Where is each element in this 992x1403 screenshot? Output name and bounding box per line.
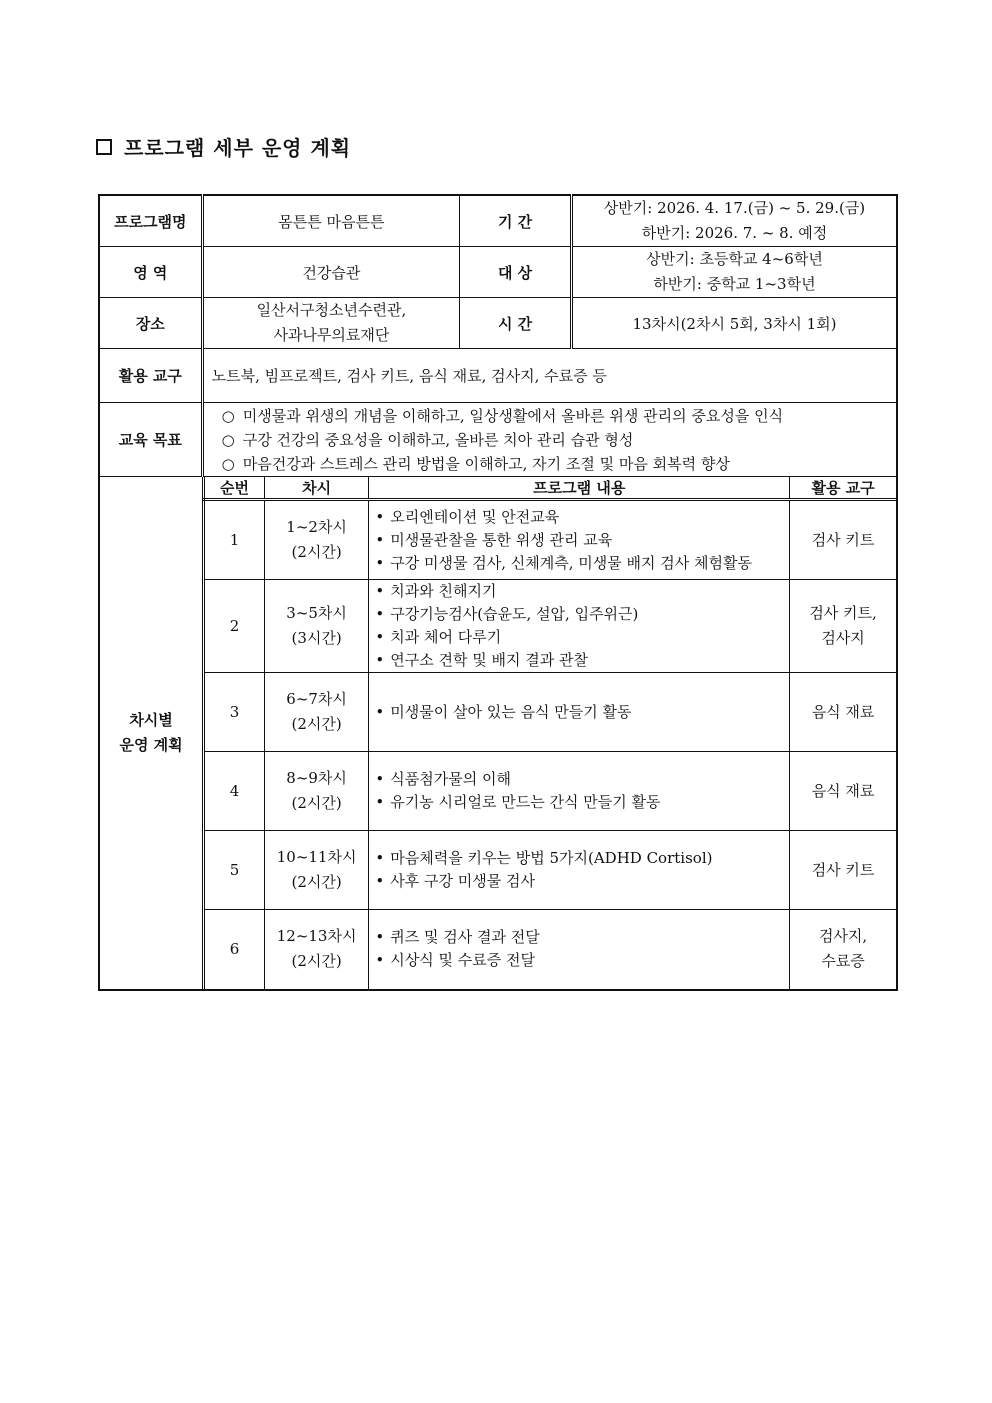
- row-goals: [99, 403, 897, 477]
- target-first-half: 상반기: 초등학교 4~6학년: [646, 250, 823, 268]
- content-item: • 식품첨가물의 이해: [375, 768, 789, 791]
- schedule-row: [204, 673, 896, 752]
- target-value: [571, 247, 897, 298]
- content-item: • 구강기능검사(습윤도, 설압, 입주위근): [375, 603, 789, 626]
- row-session: [264, 673, 369, 752]
- content-item: • 구강 미생물 검사, 신체계측, 미생물 배지 검사 체험활동: [375, 552, 789, 575]
- content-item: • 연구소 견학 및 배지 결과 관찰: [375, 649, 789, 672]
- schedule-row: [204, 831, 896, 910]
- tool-text: 검사 키트,: [809, 604, 877, 622]
- hours-text: (3시간): [291, 629, 342, 647]
- goal-item: ○ 마음건강과 스트레스 관리 방법을 이해하고, 자기 조절 및 마음 회복력 향상: [204, 452, 896, 476]
- row-content: [369, 580, 790, 673]
- tool-text: 검사지,: [818, 927, 868, 946]
- program-plan-table: [98, 194, 898, 991]
- row-content: [369, 831, 790, 910]
- schedule-row: [204, 580, 896, 673]
- content-item: • 치과 체어 다루기: [375, 626, 789, 649]
- hours-text: (2시간): [291, 543, 342, 561]
- time-value: 13차시(2차시 5회, 3차시 1회): [571, 298, 897, 349]
- session-text: 1~2차시: [286, 518, 347, 536]
- tool-text: 수료증: [821, 952, 865, 971]
- schedule-row: [204, 910, 896, 989]
- hours-text: (2시간): [291, 873, 342, 891]
- goals-label: 교육 목표: [99, 403, 202, 477]
- place-line-1: 일산서구청소년수련관,: [256, 301, 407, 319]
- row-content: [369, 673, 790, 752]
- schedule-label-line-2: 운영 계획: [119, 735, 183, 754]
- schedule-label: [99, 477, 202, 990]
- session-text: 10~11차시: [276, 848, 357, 866]
- row-tools: [790, 910, 896, 989]
- header-content: 프로그램 내용: [369, 477, 790, 500]
- target-second-half: 하반기: 중학교 1~3학년: [653, 275, 816, 293]
- content-item: • 퀴즈 및 검사 결과 전달: [375, 926, 789, 949]
- schedule-table-cell: [202, 477, 897, 990]
- row-content: [369, 752, 790, 831]
- area-value: 건강습관: [202, 247, 460, 298]
- row-tools: [790, 752, 896, 831]
- period-first-half: 상반기: 2026. 4. 17.(금) ~ 5. 29.(금): [603, 199, 866, 217]
- row-content: [369, 910, 790, 989]
- row-no: 5: [204, 831, 265, 910]
- row-no: 6: [204, 910, 265, 989]
- schedule-header-row: [204, 477, 896, 500]
- row-content: [369, 500, 790, 580]
- tools-value: 노트북, 빔프로젝트, 검사 키트, 음식 재료, 검사지, 수료증 등: [202, 349, 897, 403]
- tool-text: 검사 키트: [811, 530, 875, 549]
- row-program-name: [99, 195, 897, 247]
- content-item: • 시상식 및 수료증 전달: [375, 949, 789, 972]
- area-label: 영 역: [99, 247, 202, 298]
- section-heading-text: 프로그램 세부 운영 계획: [124, 136, 352, 160]
- row-tools: [790, 580, 896, 673]
- tool-text: 음식 재료: [811, 781, 875, 800]
- program-name-value: 몸튼튼 마음튼튼: [202, 195, 460, 247]
- header-tools: 활용 교구: [790, 477, 896, 500]
- session-text: 12~13차시: [276, 927, 357, 946]
- goal-item: ○ 미생물과 위생의 개념을 이해하고, 일상생활에서 올바른 위생 관리의 중요성을 인식: [204, 404, 896, 428]
- row-session: [264, 500, 369, 580]
- header-no: 순번: [204, 477, 265, 500]
- schedule-label-line-1: 차시별: [129, 710, 173, 729]
- content-item: • 마음체력을 키우는 방법 5가지(ADHD Cortisol): [375, 847, 789, 870]
- time-label: 시 간: [460, 298, 572, 349]
- row-session: [264, 910, 369, 989]
- content-item: • 유기농 시리얼로 만드는 간식 만들기 활동: [375, 791, 789, 814]
- row-tools: [790, 500, 896, 580]
- row-no: 3: [204, 673, 265, 752]
- schedule-row: [204, 752, 896, 831]
- row-session: [264, 752, 369, 831]
- row-no: 4: [204, 752, 265, 831]
- hours-text: (2시간): [291, 952, 342, 971]
- session-text: 6~7차시: [286, 690, 347, 708]
- header-session: 차시: [264, 477, 369, 500]
- section-heading: [96, 132, 351, 161]
- period-second-half: 하반기: 2026. 7. ~ 8. 예정: [641, 224, 828, 242]
- content-item: • 치과와 친해지기: [375, 580, 789, 603]
- place-label: 장소: [99, 298, 202, 349]
- goals-list: [202, 403, 897, 477]
- schedule-table: [202, 477, 896, 989]
- row-no: 1: [204, 500, 265, 580]
- period-value: [571, 195, 897, 247]
- row-no: 2: [204, 580, 265, 673]
- content-item: • 사후 구강 미생물 검사: [375, 870, 789, 893]
- period-label: 기 간: [460, 195, 572, 247]
- checkbox-square-icon: [96, 139, 112, 155]
- row-place: [99, 298, 897, 349]
- row-tools: [790, 831, 896, 910]
- tools-label: 활용 교구: [99, 349, 202, 403]
- place-value: [202, 298, 460, 349]
- hours-text: (2시간): [291, 715, 342, 733]
- program-name-label: 프로그램명: [99, 195, 202, 247]
- tool-text: 검사 키트: [811, 860, 875, 879]
- row-session: [264, 580, 369, 673]
- session-text: 3~5차시: [286, 604, 347, 622]
- target-label: 대 상: [460, 247, 572, 298]
- row-schedule: [99, 477, 897, 990]
- row-tools: [790, 673, 896, 752]
- row-tools: [99, 349, 897, 403]
- goal-item: ○ 구강 건강의 중요성을 이해하고, 올바른 치아 관리 습관 형성: [204, 428, 896, 452]
- schedule-row: [204, 500, 896, 580]
- content-item: • 미생물관찰을 통한 위생 관리 교육: [375, 529, 789, 552]
- tool-text: 검사지: [821, 629, 865, 647]
- content-item: • 오리엔테이션 및 안전교육: [375, 506, 789, 529]
- hours-text: (2시간): [291, 794, 342, 812]
- session-text: 8~9차시: [286, 769, 347, 787]
- row-session: [264, 831, 369, 910]
- place-line-2: 사과나무의료재단: [273, 326, 390, 344]
- row-area: [99, 247, 897, 298]
- tool-text: 음식 재료: [811, 702, 875, 721]
- content-item: • 미생물이 살아 있는 음식 만들기 활동: [375, 701, 789, 724]
